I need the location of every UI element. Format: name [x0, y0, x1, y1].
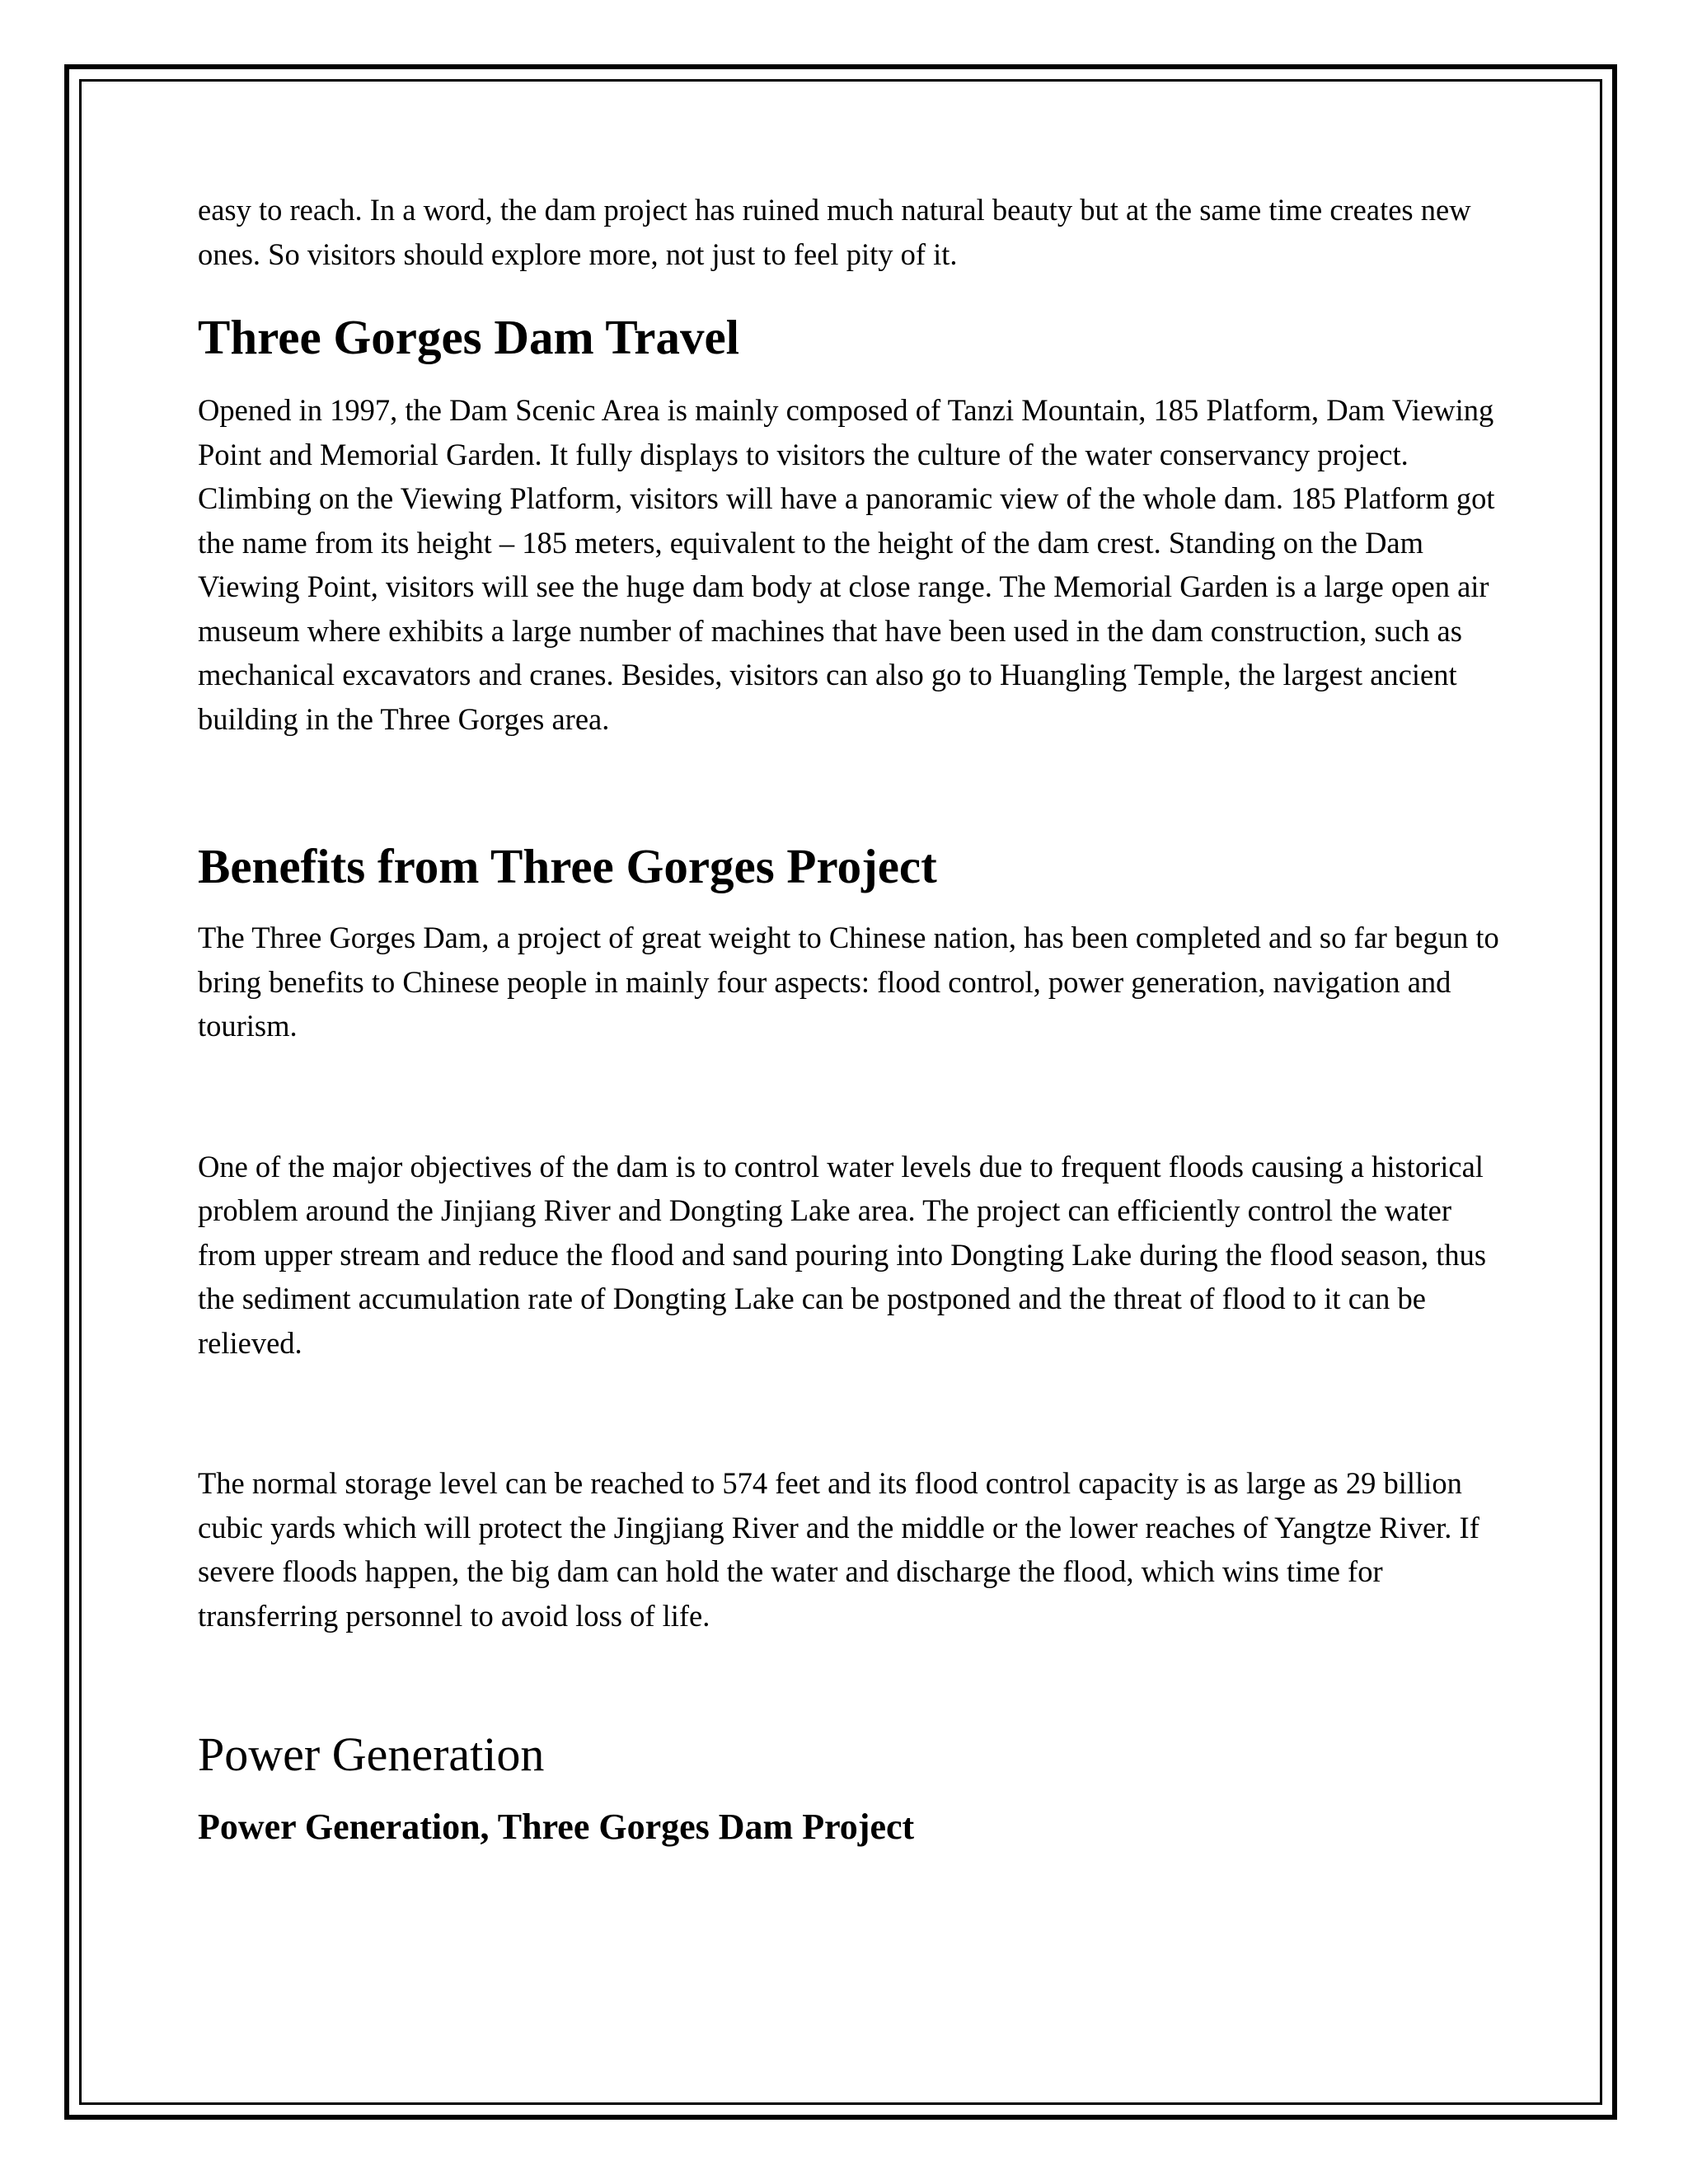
- document-body: [198, 188, 1508, 1852]
- paragraph-dam-travel: Opened in 1997, the Dam Scenic Area is mainly composed of Tanzi Mountain, 185 Platform, Dam Viewing Point and Memorial Garden. It fully displays to visitors the culture of the water conservancy project. Climbing on the Viewing Platform, visitors will have a panoramic view of the whole dam. 185 Platform got the name from its height – 185 meters, equivalent to the height of the dam crest. Standing on the Dam Viewing Point, visitors will see the huge dam body at close range. The Memorial Garden is a large open air museum where exhibits a large number of machines that have been used in the dam construction, such as mechanical excavators and cranes. Besides, visitors can also go to Huangling Temple, the largest ancient building in the Three Gorges area.: [198, 393, 1495, 736]
- heading-benefits: Benefits from Three Gorges Project: [198, 839, 937, 893]
- heading-dam-travel: Three Gorges Dam Travel: [198, 310, 740, 364]
- intro-paragraph: easy to reach. In a word, the dam project has ruined much natural beauty but at the same time creates new ones. So visitors should explore more, not just to feel pity of it.: [198, 193, 1471, 271]
- paragraph-storage-level: The normal storage level can be reached to 574 feet and its flood control capacity is as large as 29 billion cubic yards which will protect the Jingjiang River and the middle or the lower reaches of Yangtze River. If severe floods happen, the big dam can hold the water and discharge the flood, which wins time for transferring personnel to avoid loss of life.: [198, 1466, 1479, 1633]
- subheading-power-generation: Power Generation, Three Gorges Dam Project: [198, 1807, 915, 1847]
- heading-power-generation: Power Generation: [198, 1727, 545, 1781]
- paragraph-flood-control: One of the major objectives of the dam is to control water levels due to frequent floods causing a historical problem around the Jinjiang River and Dongting Lake area. The project can efficiently control the water from upper stream and reduce the flood and sand pouring into Dongting Lake during the flood season, thus the sediment accumulation rate of Dongting Lake can be postponed and the threat of flood to it can be relieved.: [198, 1149, 1487, 1360]
- paragraph-benefits-intro: The Three Gorges Dam, a project of great weight to Chinese nation, has been completed and so far begun to bring benefits to Chinese people in mainly four aspects: flood control, power generation, navigation and tourism.: [198, 921, 1499, 1043]
